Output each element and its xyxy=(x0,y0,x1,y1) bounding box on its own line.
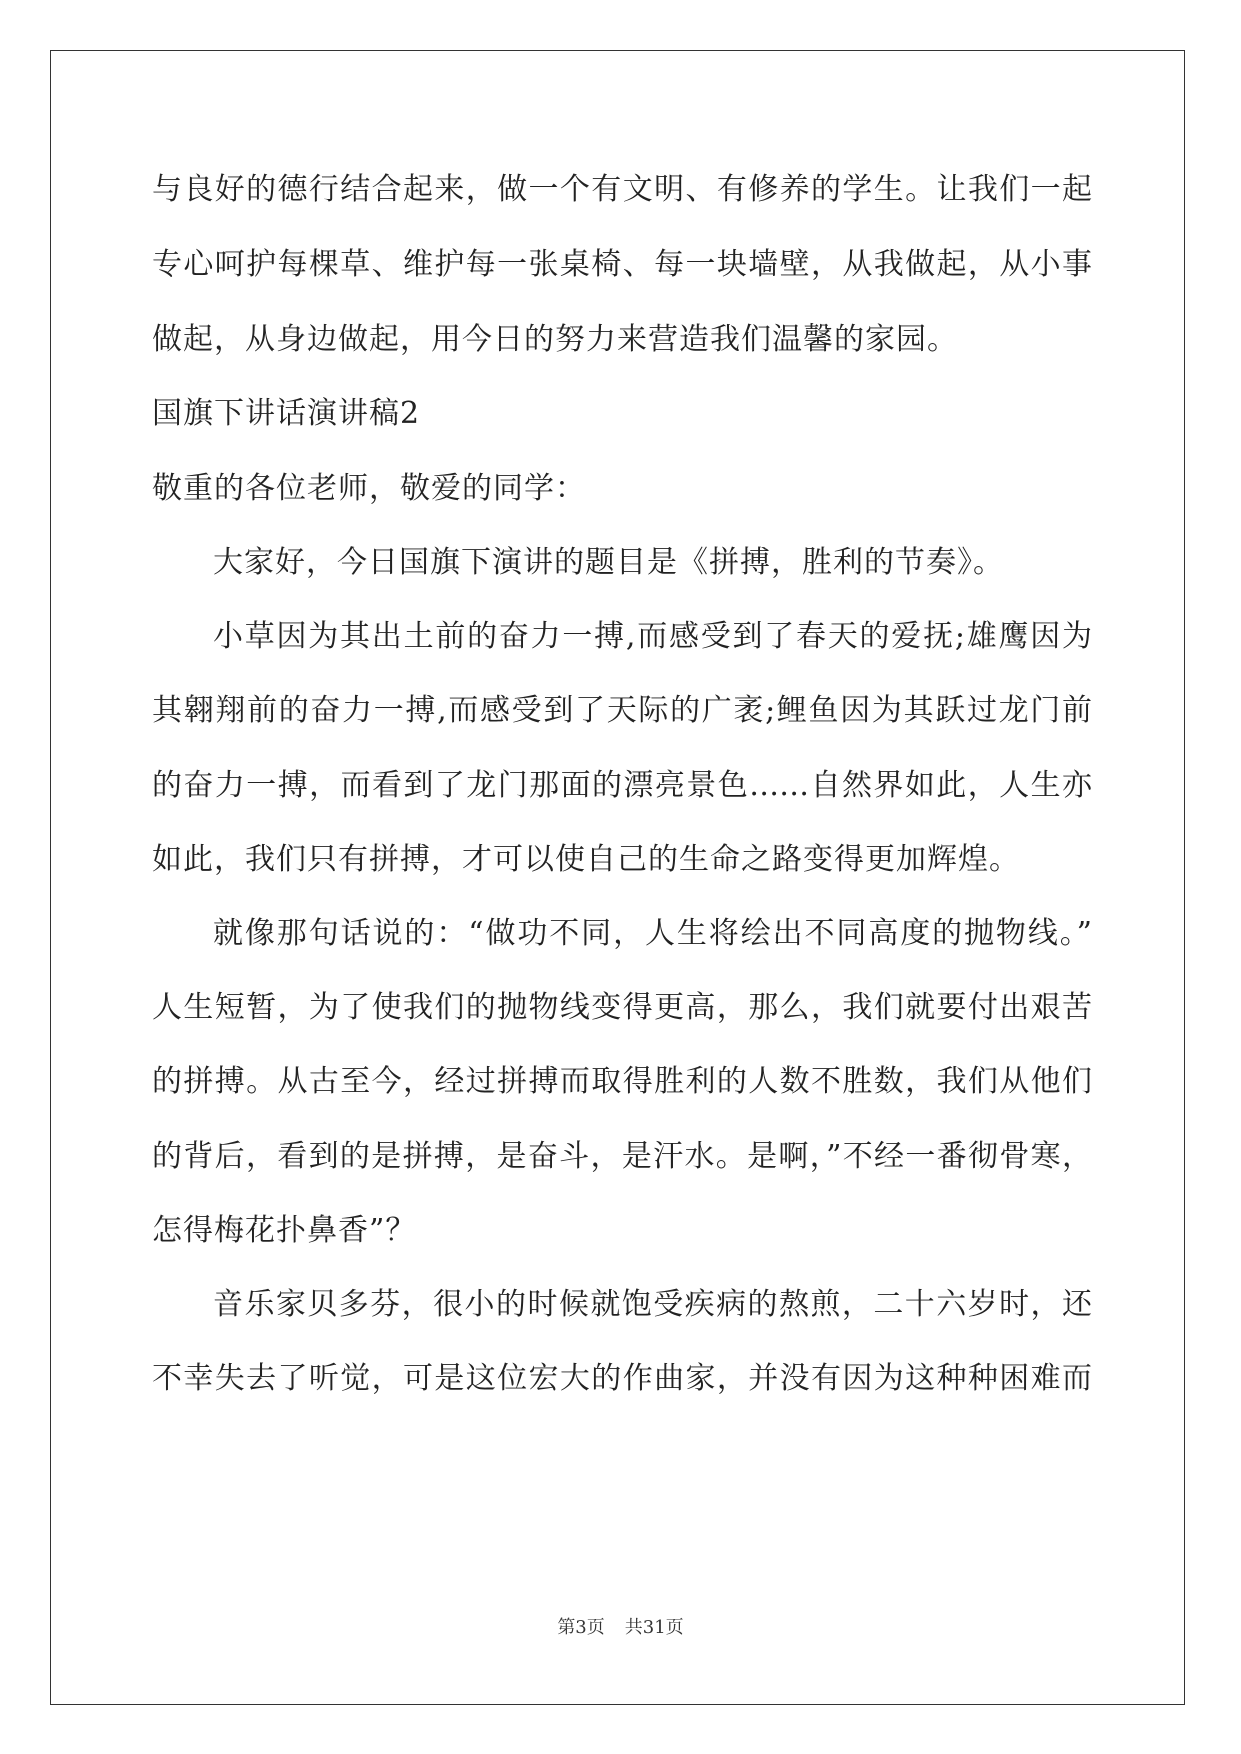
body-line: 与良好的德行结合起来，做一个有文明、有修养的学生。让我们一起 xyxy=(152,172,1092,207)
body-line: 专心呵护每棵草、维护每一张桌椅、每一块墙壁，从我做起，从小事 xyxy=(152,247,1092,282)
body-line: 的奋力一搏，而看到了龙门那面的漂亮景色……自然界如此，人生亦 xyxy=(152,768,1092,803)
body-line: 就像那句话说的：“做功不同，人生将绘出不同高度的抛物线。” xyxy=(213,916,1092,951)
body-line: 不幸失去了听觉，可是这位宏大的作曲家，并没有因为这种种困难而 xyxy=(152,1361,1092,1396)
body-line: 做起，从身边做起，用今日的努力来营造我们温馨的家园。 xyxy=(152,322,958,357)
body-line: 的背后，看到的是拼搏，是奋斗，是汗水。是啊，”不经一番彻骨寒， xyxy=(152,1139,1092,1174)
body-line: 大家好，今日国旗下演讲的题目是《拼搏，胜利的节奏》。 xyxy=(213,545,1004,580)
body-line: 如此，我们只有拼搏，才可以使自己的生命之路变得更加辉煌。 xyxy=(152,842,1020,877)
body-line: 怎得梅花扑鼻香”？ xyxy=(152,1213,417,1248)
body-line: 小草因为其出土前的奋力一搏,而感受到了春天的爱抚;雄鹰因为 xyxy=(213,619,1092,654)
body-line: 人生短暂，为了使我们的抛物线变得更高，那么，我们就要付出艰苦 xyxy=(152,990,1092,1025)
page-total: 共31页 xyxy=(624,1617,684,1638)
body-line: 的拼搏。从古至今，经过拼搏而取得胜利的人数不胜数，我们从他们 xyxy=(152,1064,1092,1099)
page-footer xyxy=(0,1616,1241,1640)
salutation: 敬重的各位老师，敬爱的同学： xyxy=(152,471,586,506)
body-line: 音乐家贝多芬，很小的时候就饱受疾病的熬煎，二十六岁时，还 xyxy=(213,1287,1092,1322)
page-number: 第3页 xyxy=(557,1617,605,1638)
section-title: 国旗下讲话演讲稿2 xyxy=(152,396,421,431)
body-line: 其翱翔前的奋力一搏,而感受到了天际的广袤;鲤鱼因为其跃过龙门前 xyxy=(152,693,1092,728)
